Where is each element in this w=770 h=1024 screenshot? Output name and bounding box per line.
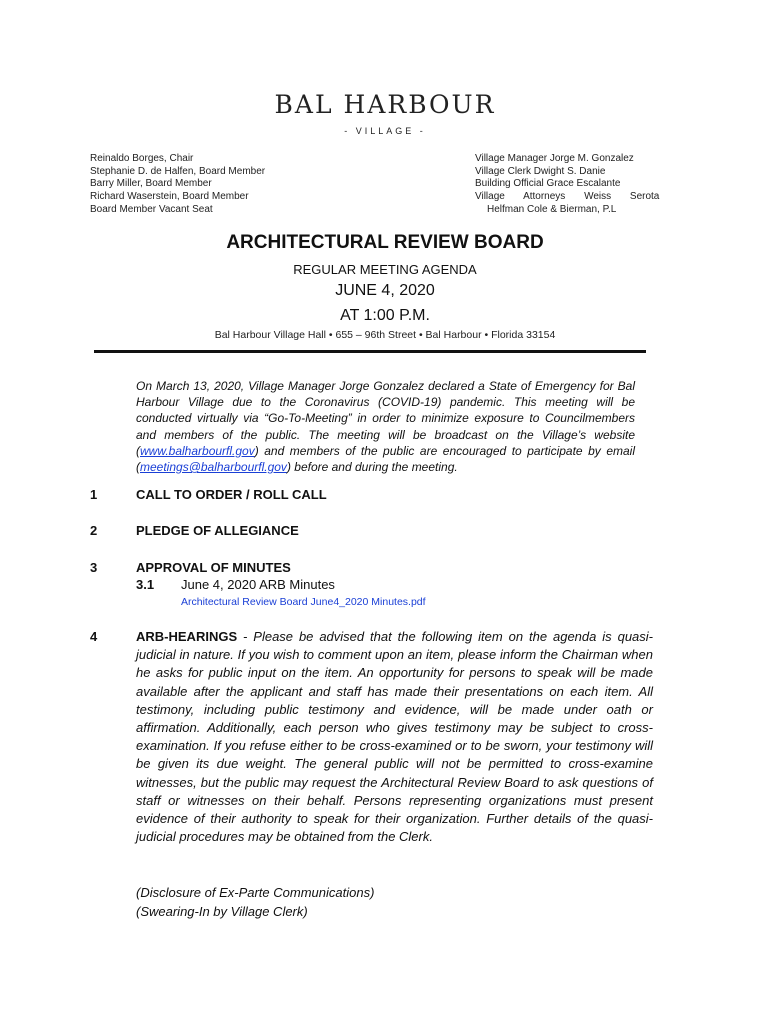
minutes-pdf-link[interactable]: Architectural Review Board June4_2020 Minutes.pdf: [181, 596, 426, 608]
notice-text: ) before and during the meeting.: [286, 460, 458, 475]
board-member: Barry Miller, Board Member: [90, 178, 212, 190]
village-official: Village Manager Jorge M. Gonzalez: [475, 153, 634, 164]
village-officials-list: [475, 153, 659, 217]
agenda-item-number: 4: [90, 629, 98, 644]
board-member: Richard Waserstein, Board Member: [90, 191, 249, 203]
village-official: Helfman Cole & Bierman, P.L: [487, 203, 617, 215]
village-logo-wordmark: BAL HARBOUR: [274, 90, 496, 119]
agenda-item-number: 2: [90, 523, 98, 538]
village-logo-subtitle: - VILLAGE -: [344, 126, 426, 136]
agenda-item-title: CALL TO ORDER / ROLL CALL: [136, 487, 327, 502]
agenda-subitem-title: June 4, 2020 ARB Minutes: [181, 577, 335, 592]
hearings-paragraph: [136, 628, 653, 846]
notice-text: On March 13, 2020, Village Manager Jorge Gonzalez declared a State of Emergency for Bal Harbour Village due to the Coronavirus (COVID-19) pandemic. This meeting will be conducted virtually via “Go-To-Meeting” in order to minimize exposure to Councilmembers and members of the public. The meeting will be broadcast on the Village’s website (: [136, 379, 635, 458]
village-official: Village Attorneys Weiss Serota: [475, 191, 660, 203]
agenda-item-number: 1: [90, 487, 98, 502]
email-link[interactable]: meetings@balharbourfl.gov: [140, 460, 287, 475]
village-official: Village Clerk Dwight S. Danie: [475, 165, 606, 177]
board-member: Stephanie D. de Halfen, Board Member: [90, 165, 266, 177]
meeting-location: Bal Harbour Village Hall • 655 – 96th Street • Bal Harbour • Florida 33154: [214, 329, 556, 341]
agenda-item-title: PLEDGE OF ALLEGIANCE: [136, 523, 299, 538]
board-members-list: [90, 153, 265, 217]
hearings-notice-text: - Please be advised that the following item on the agenda is quasi-judicial in nature. If you wish to comment upon an item, please inform the Chairman when he asks for public input on the item. An opportunity for persons to speak will be made available after the applicant and staff has made their presentations on each item. All testimony, including public testimony and evidence, will be made under oath or affirmation. Additionally, each person who gives testimony may be subject to cross-examination. If you refuse either to be cross-examined or to be sworn, your testimony will be given its due weight. The general public will not be permitted to cross-examine witnesses, but the public may request the Architectural Review Board to ask questions of staff or witnesses on their behalf. Persons representing organizations must present evidence of their authority to speak for their organization. Further details of the quasi-judicial procedures may be obtained from the Clerk.: [136, 629, 653, 845]
agenda-item-title: APPROVAL OF MINUTES: [136, 560, 291, 575]
board-member: Reinaldo Borges, Chair: [90, 153, 194, 164]
meeting-date: JUNE 4, 2020: [335, 282, 435, 299]
board-member: Board Member Vacant Seat: [90, 203, 213, 215]
website-link[interactable]: www.balharbourfl.gov: [140, 443, 255, 458]
swearing-in-line: (Swearing-In by Village Clerk): [136, 904, 308, 919]
village-official: Building Official Grace Escalante: [475, 178, 621, 190]
disclosure-line: (Disclosure of Ex-Parte Communications): [136, 885, 375, 900]
agenda-subtitle: REGULAR MEETING AGENDA: [293, 262, 477, 277]
page-title: ARCHITECTURAL REVIEW BOARD: [226, 232, 544, 253]
disclosure-notes: [136, 883, 374, 921]
agenda-item-title: ARB-HEARINGS: [136, 629, 238, 644]
agenda-subitem-number: 3.1: [136, 577, 155, 592]
meeting-time: AT 1:00 P.M.: [340, 307, 430, 324]
header-divider: [94, 350, 646, 353]
agenda-item-number: 3: [90, 560, 98, 575]
notice-text: ) and members of the public are encouraged to participate by email (: [136, 443, 635, 475]
covid-notice: [136, 378, 635, 475]
